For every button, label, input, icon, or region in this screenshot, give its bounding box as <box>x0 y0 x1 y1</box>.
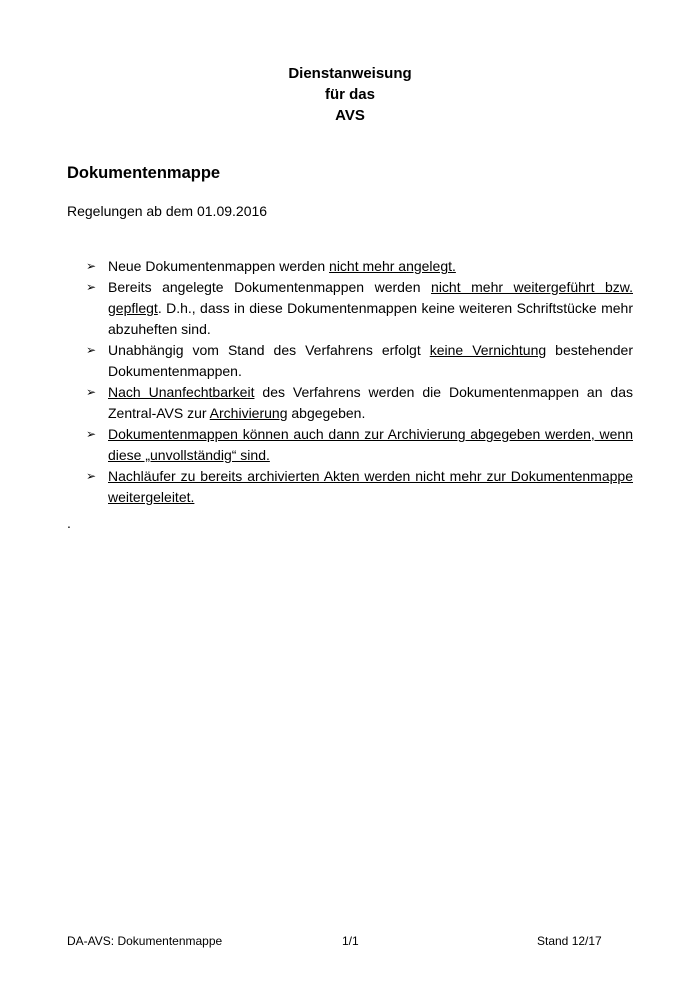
bullet-emphasis: keine Vernichtung <box>429 342 547 358</box>
intro-text: Regelungen ab dem 01.09.2016 <box>67 203 268 219</box>
list-item <box>86 277 633 340</box>
arrow-bullet-icon: ➢ <box>86 427 97 441</box>
bullet-emphasis: Archivierung <box>209 405 288 421</box>
arrow-bullet-icon: ➢ <box>86 259 97 273</box>
bullet-emphasis: Nach Unanfechtbarkeit <box>108 384 255 400</box>
arrow-bullet-icon: ➢ <box>86 280 97 294</box>
arrow-bullet-icon: ➢ <box>86 469 97 483</box>
footer-version: Stand 12/17 <box>537 934 602 948</box>
list-item <box>86 256 633 277</box>
bullet-text: abgegeben. <box>287 405 366 421</box>
bullet-text: . D.h., dass in diese Dokumentenmappen keine weiteren Schriftstücke mehr abzuheften sind. <box>108 300 633 337</box>
section-heading: Dokumentenmappe <box>67 164 221 182</box>
list-item <box>86 466 633 508</box>
footer-document-name: DA-AVS: Dokumentenmappe <box>67 934 223 948</box>
bullet-emphasis: Nachläufer zu bereits archivierten Akten werden nicht mehr zur Dokumentenmappe weitergeleitet. <box>108 468 633 505</box>
bullet-emphasis: nicht mehr weitergeführt bzw. gepflegt <box>108 279 633 316</box>
arrow-bullet-icon: ➢ <box>86 385 97 399</box>
bullet-text: Unabhängig vom Stand des Verfahrens erfolgt <box>108 342 430 358</box>
bullet-text: des Verfahrens werden die Dokumentenmappen an das Zentral-AVS zur <box>108 384 633 421</box>
trailing-dot: . <box>67 515 71 531</box>
list-item <box>86 340 633 382</box>
title-line-2: für das <box>324 86 375 103</box>
list-item <box>86 382 633 424</box>
bullet-text: Neue Dokumentenmappen werden <box>108 258 330 274</box>
bullet-text: Bereits angelegte Dokumentenmappen werden <box>108 279 432 295</box>
bullet-emphasis: Dokumentenmappen können auch dann zur Archivierung abgegeben werden, wenn diese „unvollständig“ sind. <box>108 426 633 463</box>
title-line-3: AVS <box>335 107 365 124</box>
rule-list <box>86 256 633 508</box>
list-item <box>86 424 633 466</box>
title-line-1: Dienstanweisung <box>288 65 412 82</box>
bullet-text: bestehender Dokumentenmappen. <box>108 342 633 379</box>
document-title <box>0 63 700 126</box>
bullet-emphasis: nicht mehr angelegt. <box>329 258 456 274</box>
footer-page-number: 1/1 <box>342 934 359 948</box>
arrow-bullet-icon: ➢ <box>86 343 97 357</box>
